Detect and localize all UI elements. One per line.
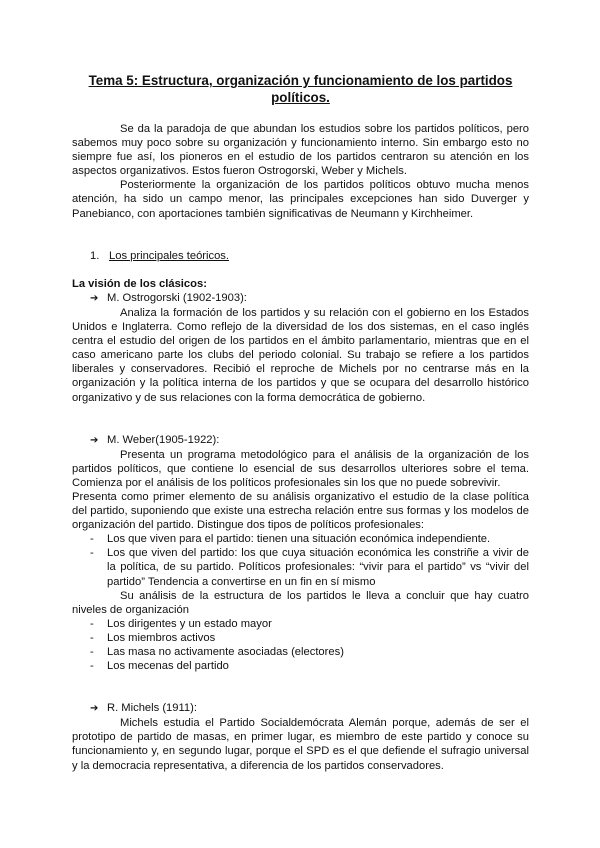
intro-paragraph-2: Posteriormente la organización de los partidos políticos obtuvo mucha menos atención, ha sido un campo menor, las principales excepciones han sido Duverger y Panebianco, con aportaciones también significativas de Neumann y Kirchheimer. <box>72 179 529 220</box>
author-name: M. Ostrogorski (1902-1903): <box>107 291 247 304</box>
ostrogorski-paragraph: Analiza la formación de los partidos y su relación con el gobierno en los Estados Unidos e Inglaterra. Como reflejo de la diversidad de los dos sistemas, en el caso inglés centra el estudio del origen de los partidos en el ámbito parlamentario, mientras que en el caso americano parte los clubs del periodo colonial. Su trabajo se refiere a los partidos liberales y conservadores. Recibió el reproche de Michels por no centrarse más en la organización y la política interna de los partidos y que se ocupara del desarrollo histórico organizativo y de sus relaciones con la forma democrática de gobierno. <box>72 306 529 404</box>
section-1-heading <box>72 249 529 263</box>
section-1-number: 1. <box>90 249 100 262</box>
intro-paragraph-1: Se da la paradoja de que abundan los estudios sobre los partidos políticos, pero sabemos muy poco sobre su organización y funcionamiento interno. Sin embargo esto no siempre fue así, los pioneros en el estudio de los partidos centraron su atención en los aspectos organizativos. Estos fueron Ostrogorski, Weber y Michels. <box>72 123 529 178</box>
list-item: - Los dirigentes y un estado mayor <box>90 617 272 630</box>
dash-bullet: - <box>90 646 94 658</box>
list-item: - Los que viven para el partido: tienen una situación económica independiente. <box>90 533 491 546</box>
dash-bullet: - <box>90 631 94 644</box>
author-weber <box>72 433 529 448</box>
list-item: - Los que viven del partido: los que cuya situación económica les constriñe a vivir de la política, de su partido. Políticos profesionales: “vivir para el partido” vs “vivir del partido” Tendencia a convertirse en un fin en sí mismo <box>90 547 529 588</box>
author-name: M. Weber(1905-1922): <box>107 433 220 446</box>
arrow-icon: ➔ <box>90 434 99 446</box>
section-1-label: Los principales teóricos. <box>109 249 230 262</box>
list-item: - Los miembros activos <box>90 631 216 644</box>
organization-levels-list <box>72 617 529 673</box>
author-ostrogorski <box>72 291 529 306</box>
document-page <box>72 72 529 773</box>
dash-bullet: - <box>90 660 94 673</box>
dash-bullet: - <box>90 617 94 630</box>
michels-paragraph: Michels estudia el Partido Socialdemócrata Alemán porque, además de ser el prototipo de partido de masas, en primer lugar, es miembro de este partido y conoce su funcionamiento y, en segundo lugar, porque el SPD es el que defiende el sufragio universal y la democracia representativa, a diferencia de los partidos conservadores. <box>72 717 529 772</box>
list-item: - Las masa no activamente asociadas (electores) <box>90 646 344 658</box>
weber-paragraph-2: Presenta como primer elemento de su análisis organizativo el estudio de la clase política del partido, suponiendo que existe una estrecha relación entre sus formas y los modelos de organización del partido. Distingue dos tipos de políticos profesionales: <box>72 490 529 532</box>
arrow-icon: ➔ <box>90 703 99 715</box>
author-name: R. Michels (1911): <box>107 702 197 715</box>
arrow-icon: ➔ <box>90 292 99 304</box>
author-michels <box>72 701 529 716</box>
dash-bullet: - <box>90 547 94 560</box>
politician-types-list <box>72 532 529 588</box>
document-title: Tema 5: Estructura, organización y funcionamiento de los partidos políticos. <box>88 73 513 105</box>
dash-bullet: - <box>90 533 94 546</box>
weber-paragraph-3: Su análisis de la estructura de los partidos le lleva a concluir que hay cuatro niveles de organización <box>72 589 529 616</box>
list-item: - Los mecenas del partido <box>90 660 229 673</box>
subsection-heading: La visión de los clásicos: <box>72 277 207 290</box>
weber-paragraph-1: Presenta un programa metodológico para el análisis de la organización de los partidos políticos, que contiene lo esencial de sus desarrollos ulteriores sobre el tema. Comienza por el análisis de los políticos profesionales sin los que no puede sobrevivir. <box>72 448 529 489</box>
